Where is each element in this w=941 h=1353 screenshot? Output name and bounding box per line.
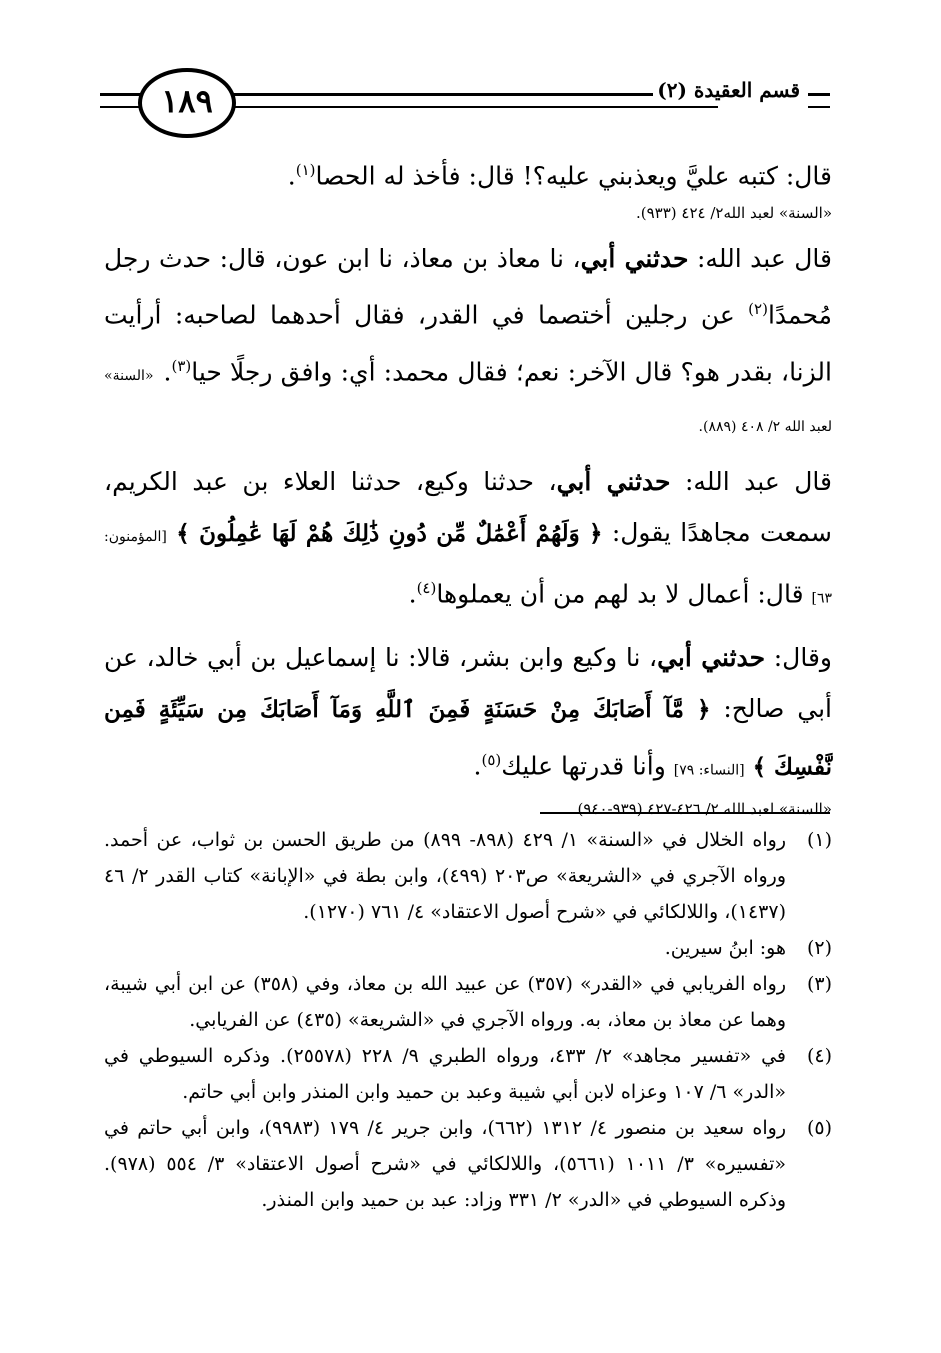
paragraph-2-intro: قال عبد الله: [688,244,832,274]
footnote-ref-2: (٢) [748,300,768,319]
footnote-ref-3: (٣) [171,356,192,375]
paragraph-4-intro: وقال: [765,643,832,673]
header-rule-end [808,93,830,108]
footnote [104,1110,832,1218]
paragraph-1-end: . [287,161,296,191]
paragraph-1 [104,145,832,201]
paragraph-2-narrator: حدثني أبي [580,244,689,274]
paragraph-2-text-a: ، نا معاذ بن معاذ، نا ابن عون، قال: حدث رجل مُحمدًا [104,244,832,330]
main-text [104,145,832,821]
footnote-separator [540,812,830,814]
footnote-text: رواه سعيد بن منصور ٤/ ١٣١٢ (٦٦٢)، وابن جرير ٤/ ١٧٩ (٩٩٨٣)، وابن أبي حاتم في «تفسيره» ٣/ ١٠١١ (٥٦٦١)، واللالكائي في «شرح أصول الاعتقاد» ٣/ ٥٥٤ (٩٧٨). وذكره السيوطي في «الدر» ٢/ ٣٣١ وزاد: عبد بن حميد وابن المنذر. [104,1117,786,1211]
footnote-number: (٢) [806,937,832,959]
footnote [104,966,832,1038]
footnote-text: رواه الخلال في «السنة» ١/ ٤٢٩ (٨٩٨- ٨٩٩) من طريق الحسن بن ثواب، عن أحمد. ورواه الآجري في «الشريعة» ص٢٠٣ (٤٩٩)، وابن بطة في «الإبانة» كتاب القدر ٢/ ٤٦ (١٤٣٧)، واللالكائي في «شرح أصول الاعتقاد» ٤/ ٧٦١ (١٢٧٠). [104,829,786,923]
footnote-text: في «تفسير مجاهد» ٢/ ٤٣٣، ورواه الطبري ٩/ ٢٢٨ (٢٥٥٧٨). وذكره السيوطي في «الدر» ٦/ ١٠٧ وعزاه لابن أبي شيبة وعبد بن حميد وابن المنذر وابن أبي حاتم. [104,1045,786,1103]
footnote-ref-5: (٥) [481,751,502,770]
page-header [100,60,830,140]
paragraph-3-text-a: ، حدثنا وكيع، حدثنا العلاء بن عبد الكريم، سمعت مجاهدًا يقول: [104,466,832,547]
footnote-number: (٥) [806,1117,832,1139]
quran-verse-2: ﴿ مَّآ أَصَابَكَ مِنْ حَسَنَةٍ فَمِنَ ٱللَّهِ وَمَآ أَصَابَكَ مِن سَيِّئَةٍ فَمِن نَّفْسِكَ ﴾ [104,696,832,781]
paragraph-3-intro: قال عبد الله: [670,466,832,496]
footnote-number: (١) [806,829,832,851]
footnote-number: (٣) [806,973,832,995]
footnote-ref-1: (١) [295,161,316,179]
footnote-text: هو: ابنُ سيرين. [664,937,786,959]
paragraph-3-text-b: قال: أعمال لا بد لهم من أن يعملوها [436,579,812,609]
footnote-number: (٤) [806,1045,832,1067]
footnote-text: رواه الفريابي في «القدر» (٣٥٧) عن عبيد الله بن معاذ، وفي (٣٥٨) عن ابن أبي شيبة، وهما عن معاذ بن معاذ، به. ورواه الآجري في «الشريعة» (٤٣٥) عن الفريابي. [104,973,787,1031]
verse-reference-2: [النساء: ٧٩] [673,762,745,779]
paragraph-3-narrator: حدثني أبي [556,466,671,496]
paragraph-2 [104,233,832,448]
verse-reference-1: [المؤمنون: ٦٣] [104,528,832,607]
footnotes [104,822,832,1218]
running-title: قسم العقيدة (٢) [653,78,804,102]
citation-1: «السنة» لعبد الله٢/ ٤٢٤ (٩٣٣). [635,204,832,223]
citation-2: «السنة» لعبد الله ٢/ ٤٠٨ (٨٨٩). [104,367,832,435]
paragraph-4-text-b: وأنا قدرتها عليك [501,751,674,781]
quran-verse-1: ﴿ وَلَهُمْ أَعْمَٰلٌ مِّن دُونِ ذَٰلِكَ هُمْ لَهَا عَٰمِلُونَ ﴾ [176,519,603,547]
paragraph-2-end: . [163,356,172,386]
paragraph-4 [104,632,832,796]
paragraph-4-end: . [473,751,482,781]
paragraph-4-text-a: ، نا وكيع وابن بشر، قالا: نا إسماعيل بن أبي خالد، عن أبي صالح: [104,643,832,724]
page-number: ١٨٩ [138,68,236,138]
footnote [104,822,832,930]
header-rule-right [218,93,718,108]
paragraph-3-end: . [408,579,417,609]
paragraph-1-text: قال: كتبه عليَّ ويعذبني عليه؟! قال: فأخذ له الحصا [315,161,832,191]
footnote [104,1038,832,1110]
paragraph-3 [104,456,832,624]
footnote-ref-4: (٤) [416,578,437,597]
citation-4: «السنة» لعبد الله ٢/ ٤٢٦-٤٢٧ (٩٣٩-٩٤٠). [572,799,832,818]
footnote [104,930,832,966]
paragraph-4-narrator: حدثني أبي [657,643,766,673]
paragraph-2-text-b: عن رجلين أختصما في القدر، فقال أحدهما لصاحبه: أرأيت الزنا، بقدر هو؟ قال الآخر: نعم؛ فقال محمد: أي: وافق رجلًا حيا [104,300,832,386]
